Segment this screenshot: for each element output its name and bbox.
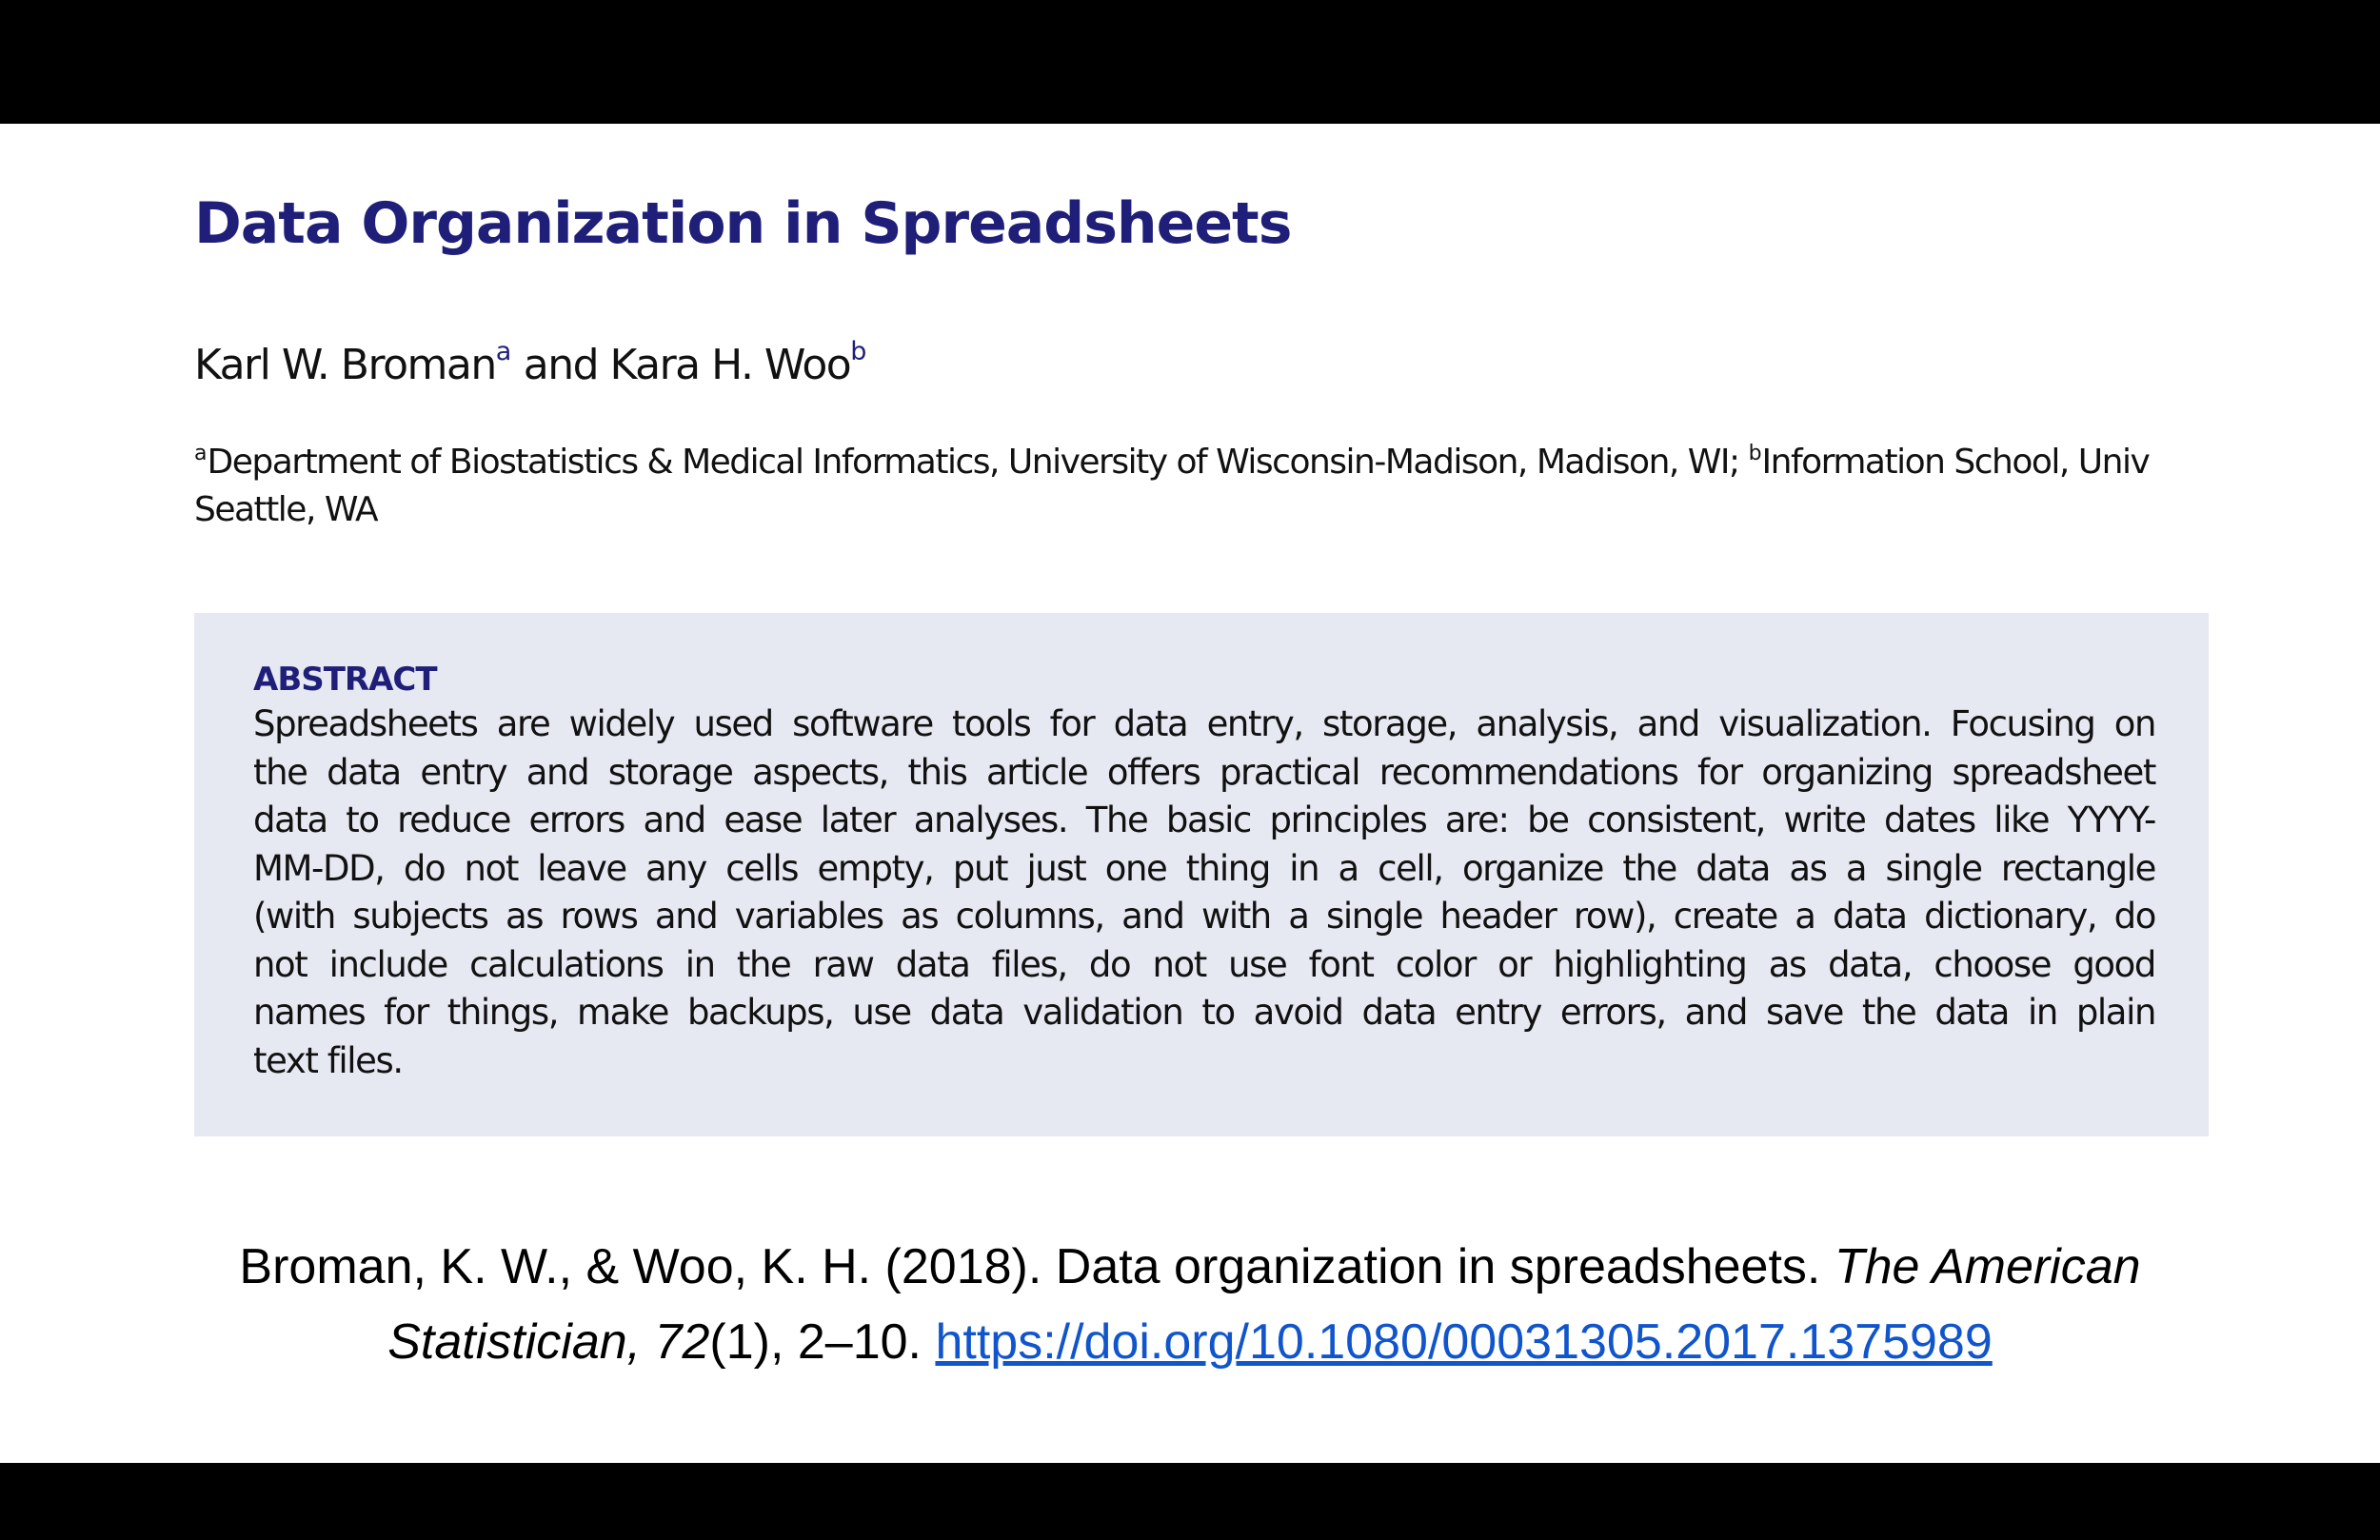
affiliation-mark: b: [1748, 442, 1762, 465]
citation: [0, 1230, 2380, 1380]
abstract-line: not include calculations in the raw data files, do not use font color or highlighting as data, choose good: [253, 943, 2155, 985]
affiliation-a: Department of Biostatistics & Medical Informatics, University of Wisconsin-Madison, Madison, WI;: [207, 443, 1749, 482]
affiliation-mark: a: [194, 442, 208, 465]
abstract-line: data to reduce errors and ease later analyses. The basic principles are: be consistent, write dates like YYYY-: [253, 800, 2155, 840]
citation-line-2: [0, 1305, 2380, 1380]
citation-volume: 72: [654, 1314, 710, 1370]
abstract-line: names for things, make backups, use data validation to avoid data entry errors, and save the data in plain: [253, 992, 2155, 1033]
author-list: [194, 337, 866, 389]
affiliation-line: Seattle, WA: [194, 490, 378, 529]
author-name: Kara H. Woo: [609, 341, 851, 389]
author-affiliation-mark: b: [850, 337, 867, 366]
citation-issue-pages: (1), 2–10.: [709, 1314, 936, 1370]
doi-link[interactable]: https://doi.org/10.1080/00031305.2017.1375989: [935, 1314, 1993, 1370]
abstract-line: the data entry and storage aspects, this article offers practical recommendations for organizing spreadsheet: [253, 751, 2155, 793]
paper-title: Data Organization in Spreadsheets: [194, 190, 1292, 257]
citation-journal: The American: [1834, 1239, 2141, 1294]
affiliations: [194, 430, 2231, 534]
author-affiliation-mark: a: [495, 337, 512, 366]
abstract-text: [253, 701, 2155, 1085]
abstract-line: MM-DD, do not leave any cells empty, put just one thing in a cell, organize the data as a single rectangle: [253, 847, 2155, 889]
abstract-line: (with subjects as rows and variables as columns, and with a single header row), create a data dictionary, do: [253, 896, 2155, 937]
abstract-line: Spreadsheets are widely used software tools for data entry, storage, analysis, and visualization. Focusing on: [253, 703, 2155, 744]
citation-authors-title: Broman, K. W., & Woo, K. H. (2018). Data organization in spreadsheets.: [239, 1239, 1835, 1294]
affiliation-line: [194, 430, 2231, 486]
author-joiner: and: [523, 341, 599, 389]
slide: [0, 124, 2380, 1463]
citation-line-1: [0, 1230, 2380, 1305]
abstract-box: [194, 613, 2209, 1136]
abstract-line: text files.: [253, 1039, 403, 1081]
author-name: Karl W. Broman: [194, 341, 496, 389]
affiliation-b: Information School, Univ: [1761, 443, 2150, 482]
abstract-heading: ABSTRACT: [253, 661, 437, 699]
citation-journal: Statistician,: [387, 1314, 655, 1370]
